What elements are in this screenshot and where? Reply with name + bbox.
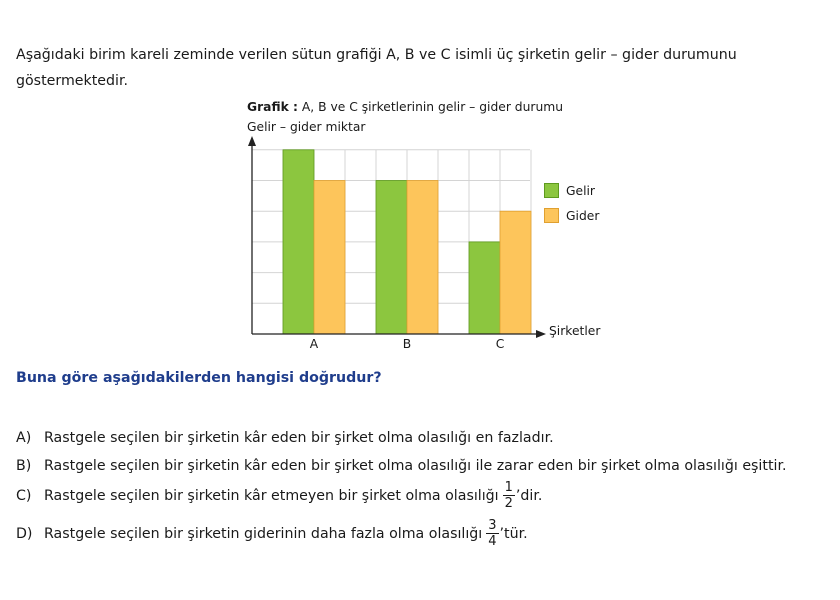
option-b[interactable]	[16, 458, 787, 474]
option-a-letter: A)	[16, 430, 32, 446]
option-b-letter: B)	[16, 458, 32, 474]
bar-gider-b	[407, 181, 438, 335]
legend-item-gelir	[544, 178, 599, 203]
bar-gelir-a	[283, 150, 314, 334]
option-d[interactable]	[16, 518, 528, 549]
question-text: Buna göre aşağıdakilerden hangisi doğrudur?	[16, 370, 382, 386]
bar-gider-a	[314, 181, 345, 335]
bar-gider-c	[500, 211, 531, 334]
option-d-fraction	[486, 518, 498, 549]
chart-legend	[544, 178, 599, 228]
chart-title-bold: Grafik :	[247, 100, 298, 114]
chart-title-text: A, B ve C şirketlerinin gelir – gider durumu	[301, 100, 564, 114]
category-label-c: C	[495, 337, 505, 351]
category-label-b: B	[402, 337, 412, 351]
option-c-text: Rastgele seçilen bir şirketin kâr etmeyen bir şirket olma olasılığı	[44, 487, 499, 504]
legend-swatch-gider	[544, 208, 559, 223]
y-axis-arrow	[248, 136, 256, 146]
option-a-text: Rastgele seçilen bir şirketin kâr eden bir şirket olma olasılığı en fazladır.	[44, 430, 554, 446]
category-label-a: A	[309, 337, 319, 351]
legend-label-gider: Gider	[566, 208, 600, 223]
legend-label-gelir: Gelir	[566, 183, 595, 198]
option-c-numerator: 1	[504, 480, 513, 495]
option-c[interactable]	[16, 480, 542, 511]
x-axis-arrow	[536, 330, 546, 338]
option-d-letter: D)	[16, 525, 33, 542]
option-c-letter: C)	[16, 487, 32, 504]
option-d-text: Rastgele seçilen bir şirketin giderinin daha fazla olma olasılığı	[44, 525, 483, 542]
option-d-denominator: 4	[488, 534, 497, 549]
option-a[interactable]	[16, 430, 554, 446]
bar-gelir-b	[376, 181, 407, 335]
option-d-numerator: 3	[488, 518, 497, 533]
option-c-fraction	[503, 480, 515, 511]
option-c-suffix: ’dir.	[515, 487, 543, 504]
legend-item-gider	[544, 203, 599, 228]
option-c-denominator: 2	[504, 496, 513, 511]
y-axis-label: Gelir – gider miktar	[247, 120, 366, 134]
legend-swatch-gelir	[544, 183, 559, 198]
intro-text: Aşağıdaki birim kareli zeminde verilen sütun grafiği A, B ve C isimli üç şirketin gelir – gider durumunu göstermektedir.	[16, 47, 737, 89]
option-d-suffix: ’tür.	[499, 525, 528, 542]
bar-gelir-c	[469, 242, 500, 334]
option-b-text: Rastgele seçilen bir şirketin kâr eden bir şirket olma olasılığı ile zarar eden bir şirket olma olasılığı eşittir.	[44, 458, 787, 474]
x-axis-label: Şirketler	[549, 324, 601, 338]
